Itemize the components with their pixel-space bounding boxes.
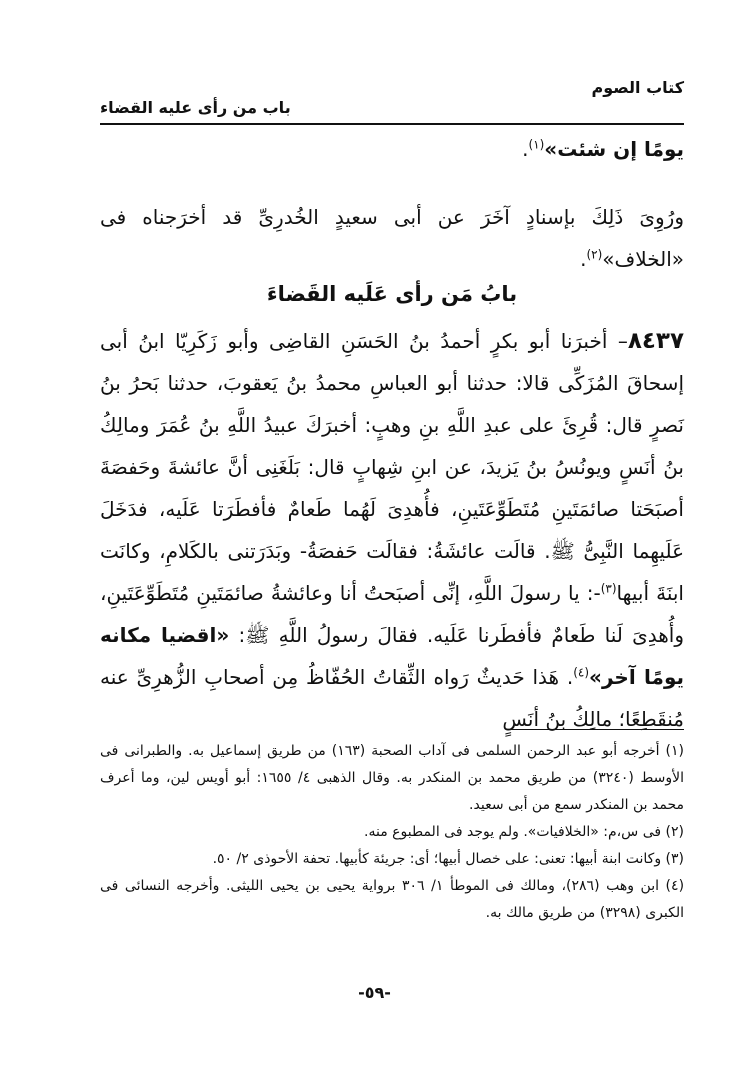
paragraph-narration — [100, 196, 684, 280]
chapter-title: باب من رأى عليه القضاء — [100, 98, 291, 117]
running-header — [100, 78, 684, 117]
hadith-number: ٨٤٣٧ — [627, 328, 684, 354]
footnote-1: (١) أخرجه أبو عبد الرحمن السلمى فى آداب الصحبة (١٦٣) من طريق إسماعيل به. والطبرانى فى الأوسط (٣٢٤٠) من طريق محمد بن المنكدر به. وقال الذهبى ٤/ ١٦٥٥: أبو أويس لين، وما أعرف محمد بن المنكدر سمع من أبى سعيد. — [100, 743, 684, 813]
hadith-text-3: . هَذا حَديثٌ رَواه الثِّقاتُ الحُفّاظُ مِن أصحابِ الزُّهرِىِّ عنه مُنقَطِعًا؛ مالِكُ بنُ أنَسٍ — [100, 665, 684, 731]
book-title: كتاب الصوم — [591, 78, 684, 97]
hadith-text-1: – أخبرَنا أبو بكرٍ أحمدُ بنُ الحَسَنِ القاضِى وأبو زَكَرِيّا ابنُ أبى إسحاقَ المُزَكِّى قالا: حدثنا أبو العباسِ محمدُ بنُ يَعقوبَ، حدثنا بَحرُ بنُ نَصرٍ قال: قُرِئَ على عبدِ اللَّهِ بنِ وهبٍ: أخبرَكَ عبيدُ اللَّهِ بنُ عُمَرَ ومالِكُ بنُ أنَسٍ ويونُسُ بنُ يَزيدَ، عن ابنِ شِهابٍ قال: بَلَغَنِى أنَّ عائشةَ وحَفصَةَ أصبَحَتا صائمَتَينِ مُتَطَوِّعَتَينِ، فأُهدِىَ لَهُما طَعامٌ فأفطَرَتا عَلَيه، فدَخَلَ عَلَيهِما النَّبِىُّ ﷺ. قالَت عائشَةُ: فقالَت حَفصَةُ- وبَدَرَتنى بالكَلامِ، وكانَت ابنَةَ أبيها — [100, 329, 684, 605]
p1-tail: . — [522, 137, 529, 161]
hadith-paragraph — [100, 320, 684, 740]
header-divider — [100, 123, 684, 125]
page-number: -٥٩- — [358, 983, 391, 1002]
narration-text: ورُوِىَ ذَلِكَ بإسنادٍ آخَرَ عن أبى سعيدٍ الخُدرِىِّ قد أخرَجناه فى «الخلاف» — [100, 205, 684, 271]
footnote-divider — [510, 729, 684, 730]
footnote-3: (٣) وكانت ابنة أبيها: تعنى: على خصال أبيها؛ أى: جريئة كأبيها. تحفة الأحوذى ٢/ ٥٠. — [212, 851, 684, 867]
p2-tail: . — [580, 247, 587, 271]
prophet-quote: «اقضيا مكانه يومًا آخر» — [100, 623, 684, 689]
footnote-4: (٤) ابن وهب (٢٨٦)، ومالك فى الموطأ ١/ ٣٠٦ برواية يحيى بن يحيى الليثى. وأخرجه النسائى فى الكبرى (٣٢٩٨) من طريق مالك به. — [100, 878, 685, 921]
paragraph-continuation — [100, 128, 684, 170]
footnote-ref-2: (٢) — [586, 247, 603, 262]
hadith-ending: يومًا إن شئت» — [544, 137, 684, 161]
footnote-2: (٢) فى س،م: «الخلافيات». ولم يوجد فى المطبوع منه. — [364, 824, 684, 840]
hadith-text-2: -: يا رسولَ اللَّهِ، إنِّى أصبَحتُ أنا وعائشةُ صائمَتَينِ مُتَطَوِّعَتَينِ، وأُهدِىَ لَنا طَعامٌ فأفطَرنا عَلَيه. فقالَ رسولُ اللَّهِ ﷺ: — [100, 581, 684, 647]
footnotes-section — [100, 738, 684, 927]
section-heading: بابُ مَن رأى عَلَيه القَضاءَ — [266, 282, 518, 306]
footnote-ref-4: (٤) — [573, 665, 590, 680]
footnote-ref-1: (١) — [528, 137, 545, 152]
footnote-ref-3: (٣) — [600, 581, 617, 596]
